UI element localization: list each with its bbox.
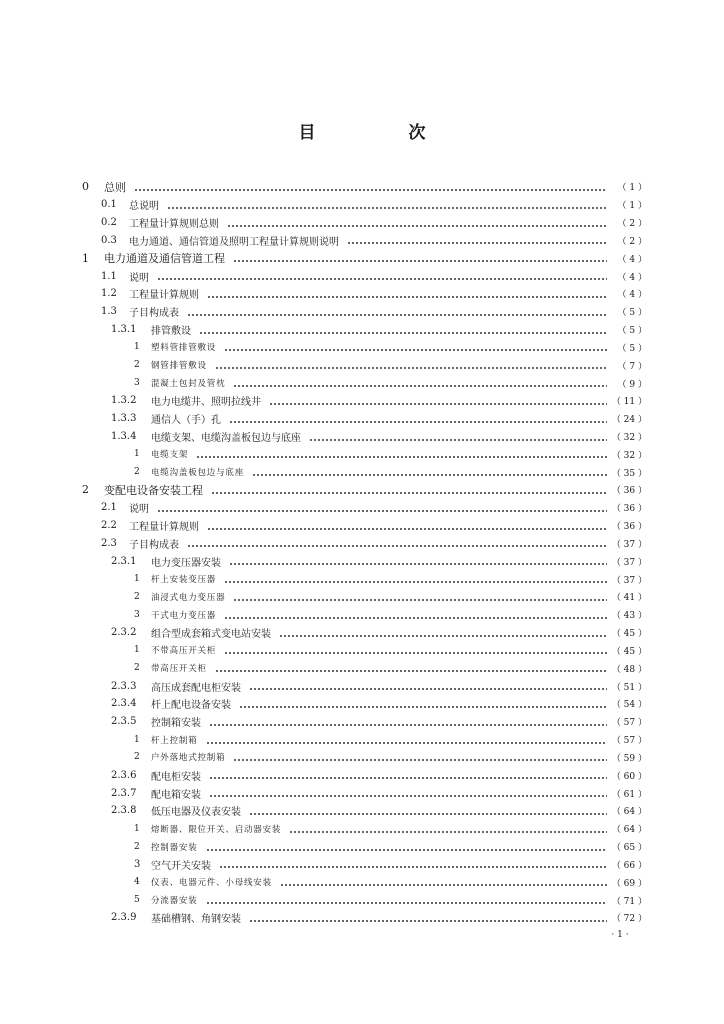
dot-leader [309, 439, 607, 441]
toc-entry[interactable] [82, 499, 647, 517]
toc-entry-number: 2 [134, 663, 140, 674]
toc-entry[interactable] [82, 214, 647, 232]
toc-entry[interactable] [82, 713, 647, 731]
toc-entry-page: （ 1 ） [617, 183, 647, 194]
toc-entry-page: （ 2 ） [617, 219, 647, 230]
toc-entry-page: （ 51 ） [611, 682, 647, 693]
toc-entry-page: （ 35 ） [611, 468, 647, 479]
toc-entry[interactable] [82, 570, 647, 588]
dot-leader [215, 367, 607, 369]
toc-entry[interactable] [82, 838, 647, 856]
toc-entry-label: 电力变压器安装 [151, 557, 221, 569]
toc-entry-number: 2.3.9 [111, 912, 137, 924]
toc-entry[interactable] [82, 588, 647, 606]
toc-entry-label: 分流器安装 [151, 896, 198, 907]
toc-entry[interactable] [82, 642, 647, 660]
toc-entry-page: （ 37 ） [611, 557, 647, 568]
dot-leader [215, 670, 607, 672]
dot-leader [227, 225, 607, 227]
toc-entry-page: （ 41 ） [611, 593, 647, 604]
toc-entry-number: 3 [134, 609, 140, 620]
table-of-contents [82, 178, 647, 927]
toc-entry[interactable] [82, 784, 647, 802]
toc-entry-page: （ 4 ） [617, 254, 647, 265]
dot-leader [209, 795, 607, 797]
toc-entry-page: （ 7 ） [617, 361, 647, 372]
toc-entry-page: （ 69 ） [611, 878, 647, 889]
toc-entry-number: 1 [134, 823, 140, 834]
toc-entry-number: 2.3.7 [111, 787, 137, 799]
toc-entry-number: 1 [134, 342, 140, 353]
toc-entry-number: 2.3.3 [111, 680, 137, 692]
toc-entry-number: 0.1 [101, 199, 117, 211]
toc-entry-number: 0.3 [101, 234, 117, 246]
toc-entry[interactable] [82, 338, 647, 356]
toc-entry-number: 1.2 [101, 288, 117, 300]
toc-entry-label: 控制箱安装 [151, 718, 201, 730]
toc-entry-page: （ 5 ） [617, 326, 647, 337]
dot-leader [280, 884, 607, 886]
dot-leader [229, 563, 607, 565]
toc-entry-page: （ 11 ） [611, 397, 647, 408]
dot-leader [196, 456, 607, 458]
toc-entry-page: （ 59 ） [611, 753, 647, 764]
toc-entry-number: 1.1 [101, 270, 117, 282]
dot-leader [249, 920, 607, 922]
toc-entry[interactable] [82, 196, 647, 214]
dot-leader [206, 849, 607, 851]
dot-leader [157, 510, 607, 512]
toc-entry-page: （ 54 ） [611, 700, 647, 711]
toc-entry-label: 变配电设备安装工程 [104, 483, 203, 497]
dot-leader [233, 599, 607, 601]
toc-entry-label: 通信人（手）孔 [151, 415, 221, 427]
toc-entry-label: 低压电器及仪表安装 [151, 807, 241, 819]
toc-entry-number: 2.1 [101, 502, 117, 514]
toc-entry-page: （ 57 ） [611, 736, 647, 747]
dot-leader [207, 528, 607, 530]
toc-entry-label: 电力电缆井、照明拉线井 [151, 397, 261, 409]
toc-entry[interactable] [82, 410, 647, 428]
toc-entry[interactable] [82, 802, 647, 820]
dot-leader [252, 474, 607, 476]
toc-entry-label: 空气开关安装 [151, 860, 211, 872]
dot-leader [224, 581, 607, 583]
dot-leader [249, 688, 607, 690]
toc-entry-number: 1 [134, 734, 140, 745]
dot-leader [224, 617, 607, 619]
toc-entry-page: （ 45 ） [611, 629, 647, 640]
dot-leader [269, 403, 607, 405]
toc-entry-label: 说明 [129, 272, 149, 284]
toc-entry[interactable] [82, 731, 647, 749]
toc-entry-label: 电力通道及通信管道工程 [104, 252, 225, 266]
dot-leader [224, 652, 607, 654]
toc-entry[interactable] [82, 749, 647, 767]
toc-entry-page: （ 4 ） [617, 272, 647, 283]
dot-leader [233, 385, 607, 387]
toc-entry[interactable] [82, 535, 647, 553]
toc-entry[interactable] [82, 909, 647, 927]
toc-entry-number: 2 [134, 467, 140, 478]
toc-entry-number: 2.3.4 [111, 698, 137, 710]
dot-leader [219, 866, 607, 868]
toc-entry-page: （ 65 ） [611, 843, 647, 854]
toc-entry-number: 2 [134, 591, 140, 602]
toc-entry-label: 塑料管排管敷设 [151, 343, 217, 354]
toc-entry-label: 工程量计算规则 [129, 522, 199, 534]
toc-entry-page: （ 43 ） [611, 611, 647, 622]
toc-entry[interactable] [82, 481, 647, 499]
toc-entry-number: 3 [134, 378, 140, 389]
toc-entry-label: 子目构成表 [129, 539, 179, 551]
toc-entry[interactable] [82, 677, 647, 695]
toc-entry-page: （ 36 ） [611, 504, 647, 515]
toc-entry-label: 混凝土包封及管枕 [151, 379, 226, 390]
toc-entry-page: （ 36 ） [611, 486, 647, 497]
toc-entry-label: 说明 [129, 504, 149, 516]
toc-entry-number: 2.3.1 [111, 555, 137, 567]
toc-entry-number: 0 [82, 180, 89, 194]
dot-leader [347, 242, 607, 244]
toc-entry-number: 1.3.2 [111, 395, 137, 407]
toc-entry-number: 2.3.5 [111, 716, 137, 728]
toc-entry-number: 1.3 [101, 306, 117, 318]
toc-entry[interactable] [82, 428, 647, 446]
toc-entry-page: （ 57 ） [611, 718, 647, 729]
toc-entry-number: 1 [134, 449, 140, 460]
toc-entry-page: （ 2 ） [617, 236, 647, 247]
toc-entry-number: 1.3.1 [111, 324, 137, 336]
toc-entry-number: 2.2 [101, 520, 117, 532]
page-number: · 1 · [611, 930, 629, 940]
toc-entry-page: （ 9 ） [617, 379, 647, 390]
dot-leader [289, 831, 607, 833]
toc-entry-label: 高压成套配电柜安装 [151, 682, 241, 694]
dot-leader [206, 902, 607, 904]
toc-entry-label: 电缆支架 [151, 450, 189, 461]
toc-entry[interactable] [82, 374, 647, 392]
toc-entry-label: 熔断器、限位开关、启动器安装 [151, 824, 282, 835]
toc-entry-label: 杆上控制箱 [151, 735, 198, 746]
toc-entry-number: 5 [134, 895, 140, 906]
toc-entry-page: （ 32 ） [611, 433, 647, 443]
dot-leader [279, 635, 607, 637]
toc-entry[interactable] [82, 552, 647, 570]
dot-leader [239, 706, 607, 708]
toc-entry[interactable] [82, 321, 647, 339]
dot-leader [167, 207, 607, 209]
toc-entry-page: （ 72 ） [611, 914, 647, 925]
toc-entry-label: 钢管排管敷设 [151, 361, 207, 372]
toc-entry-number: 1.3.3 [111, 413, 137, 425]
toc-entry-page: （ 48 ） [611, 664, 647, 675]
toc-entry[interactable] [82, 695, 647, 713]
toc-entry-label: 控制器安装 [151, 842, 198, 853]
toc-entry-page: （ 60 ） [611, 771, 647, 782]
toc-entry[interactable] [82, 445, 647, 463]
toc-entry[interactable] [82, 855, 647, 873]
toc-entry[interactable] [82, 766, 647, 784]
toc-entry-label: 子目构成表 [129, 308, 179, 320]
toc-entry-page: （ 32 ） [611, 450, 647, 461]
dot-leader [209, 777, 607, 779]
dot-leader [209, 724, 607, 726]
toc-entry-number: 2.3.2 [111, 627, 137, 639]
toc-entry-number: 0.2 [101, 217, 117, 229]
toc-entry[interactable] [82, 517, 647, 535]
toc-entry[interactable] [82, 267, 647, 285]
toc-entry-page: （ 37 ） [611, 539, 647, 550]
toc-entry-label: 干式电力变压器 [151, 610, 217, 621]
toc-entry-label: 工程量计算规则 [129, 290, 199, 302]
toc-entry-number: 2 [134, 360, 140, 371]
toc-entry-number: 3 [134, 858, 141, 870]
toc-entry-number: 2.3.6 [111, 769, 137, 781]
toc-entry[interactable] [82, 249, 647, 267]
toc-entry-page: （ 4 ） [617, 290, 647, 301]
dot-leader [224, 349, 607, 351]
toc-entry-label: 基础槽钢、角钢安装 [151, 914, 241, 926]
toc-entry-label: 总则 [104, 180, 126, 194]
toc-entry-number: 1 [134, 574, 140, 585]
toc-entry[interactable] [82, 891, 647, 909]
toc-entry[interactable] [82, 356, 647, 374]
dot-leader [249, 813, 607, 815]
toc-entry[interactable] [82, 820, 647, 838]
toc-entry[interactable] [82, 231, 647, 249]
toc-entry-page: （ 64 ） [611, 825, 647, 836]
toc-entry[interactable] [82, 659, 647, 677]
toc-entry-page: （ 66 ） [611, 860, 647, 871]
toc-entry-page: （ 37 ） [611, 575, 647, 586]
toc-entry-number: 2 [134, 752, 140, 763]
toc-entry-label: 带高压开关柜 [151, 664, 207, 675]
toc-entry-label: 杆上安装变压器 [151, 575, 217, 586]
dot-leader [233, 759, 607, 761]
toc-entry-number: 1 [134, 645, 140, 656]
dot-leader [211, 492, 607, 494]
toc-entry-number: 2.3 [101, 537, 117, 549]
toc-entry-number: 2 [82, 483, 89, 497]
toc-entry[interactable] [82, 178, 647, 196]
dot-leader [199, 332, 607, 334]
toc-entry-page: （ 36 ） [611, 522, 647, 533]
toc-entry[interactable] [82, 303, 647, 321]
toc-entry[interactable] [82, 392, 647, 410]
toc-entry-label: 户外落地式控制箱 [151, 753, 226, 764]
page-title: 目 次 [298, 123, 464, 143]
dot-leader [233, 260, 607, 262]
dot-leader [206, 742, 607, 744]
toc-entry-label: 电缆支架、电缆沟盖板包边与底座 [151, 433, 301, 444]
toc-entry[interactable] [82, 285, 647, 303]
dot-leader [187, 545, 607, 547]
toc-entry-page: （ 71 ） [611, 896, 647, 907]
dot-leader [157, 278, 607, 280]
dot-leader [207, 296, 607, 298]
toc-entry-label: 杆上配电设备安装 [151, 700, 231, 712]
toc-entry-label: 仪表、电器元件、小母线安装 [151, 878, 272, 889]
dot-leader [187, 314, 607, 316]
toc-entry-page: （ 24 ） [611, 415, 647, 426]
toc-entry-page: （ 64 ） [611, 807, 647, 818]
toc-entry[interactable] [82, 624, 647, 642]
toc-entry[interactable] [82, 606, 647, 624]
toc-entry-page: （ 5 ） [617, 343, 647, 354]
toc-entry-number: 1.3.4 [111, 431, 137, 442]
toc-entry[interactable] [82, 873, 647, 891]
toc-entry-page: （ 1 ） [617, 201, 647, 212]
toc-entry-number: 1 [82, 251, 89, 265]
dot-leader [134, 189, 607, 191]
toc-entry-number: 4 [134, 877, 140, 888]
toc-entry-number: 2 [134, 841, 140, 852]
toc-entry-label: 配电箱安装 [151, 789, 201, 801]
toc-entry-page: （ 5 ） [617, 308, 647, 319]
toc-entry[interactable] [82, 463, 647, 481]
toc-entry-label: 排管敷设 [151, 326, 191, 338]
toc-entry-label: 配电柜安装 [151, 771, 201, 783]
toc-entry-label: 电力通道、通信管道及照明工程量计算规则说明 [129, 236, 339, 248]
toc-entry-label: 油浸式电力变压器 [151, 592, 226, 603]
toc-entry-label: 总说明 [129, 201, 159, 213]
toc-entry-page: （ 61 ） [611, 789, 647, 800]
toc-entry-number: 2.3.8 [111, 805, 137, 817]
toc-entry-label: 不带高压开关柜 [151, 646, 217, 657]
toc-entry-label: 工程量计算规则总则 [129, 219, 219, 231]
toc-entry-label: 电缆沟盖板包边与底座 [151, 468, 245, 479]
toc-entry-page: （ 45 ） [611, 646, 647, 657]
dot-leader [229, 421, 607, 423]
toc-entry-label: 组合型成套箱式变电站安装 [151, 629, 271, 641]
